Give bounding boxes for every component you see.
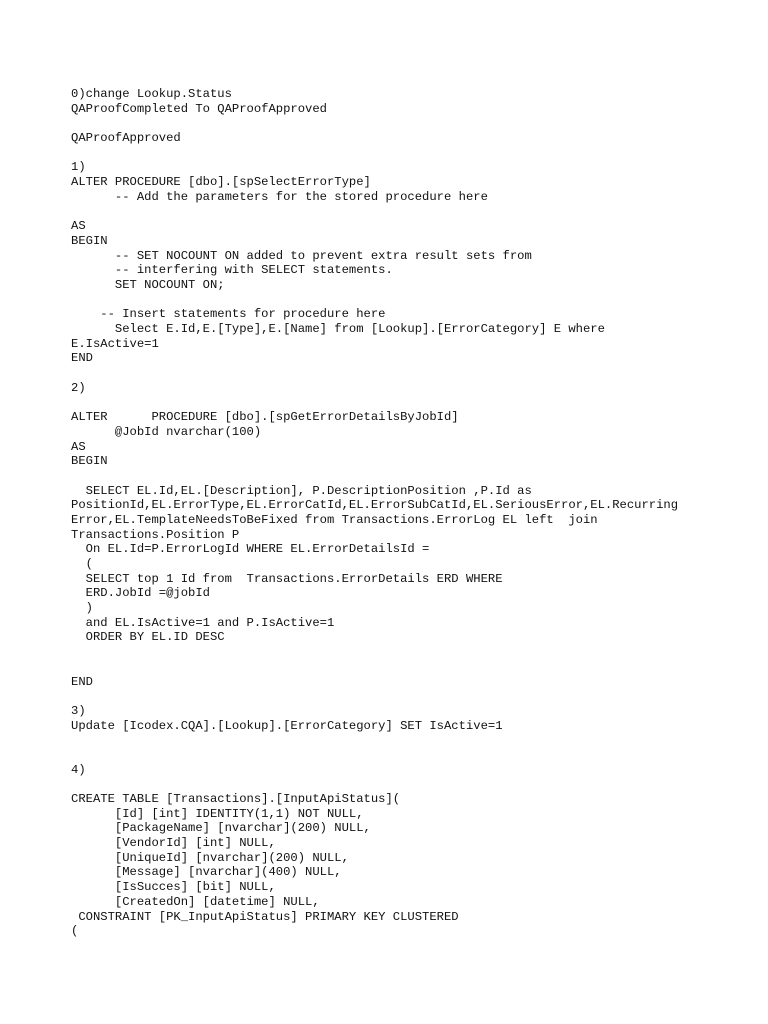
code-line: SET NOCOUNT ON; (71, 277, 225, 292)
code-line: [Id] [int] IDENTITY(1,1) NOT NULL, (71, 806, 364, 821)
code-line: 3) (71, 703, 86, 718)
code-line: QAProofCompleted To QAProofApproved (71, 101, 327, 116)
code-line (71, 645, 761, 660)
code-line: [Message] [nvarchar](400) NULL, (71, 865, 342, 880)
code-line (71, 293, 761, 308)
code-line: PositionId,EL.ErrorType,EL.ErrorCatId,EL.ErrorSubCatId,EL.SeriousError,EL.Recurring (71, 498, 679, 513)
code-line: ( (71, 557, 93, 571)
code-line: -- SET NOCOUNT ON added to prevent extra result sets from (71, 248, 532, 263)
code-line (71, 689, 761, 704)
code-line: and EL.IsActive=1 and P.IsActive=1 (71, 615, 335, 630)
code-line: CREATE TABLE [Transactions].[InputApiStatus]( (71, 792, 401, 806)
code-line: [VendorId] [int] NULL, (71, 836, 276, 851)
code-line: SELECT top 1 Id from Transactions.ErrorDetails ERD WHERE (71, 571, 503, 586)
code-line (71, 777, 761, 792)
code-line (71, 733, 761, 748)
code-line: BEGIN (71, 454, 108, 469)
code-line: [IsSucces] [bit] NULL, (71, 880, 276, 895)
code-line: END (71, 351, 93, 366)
code-line (71, 748, 761, 763)
code-line: END (71, 674, 93, 689)
code-line: Update [Icodex.CQA].[Lookup].[ErrorCategory] SET IsActive=1 (71, 718, 503, 733)
code-line: SELECT EL.Id,EL.[Description], P.DescriptionPosition ,P.Id as (71, 483, 532, 498)
code-line: AS (71, 219, 86, 234)
code-line: ALTER PROCEDURE [dbo].[spSelectErrorType] (71, 175, 371, 190)
code-line (71, 469, 761, 484)
code-line: ORDER BY EL.ID DESC (71, 630, 225, 645)
code-line: 4) (71, 762, 86, 777)
code-line: Error,EL.TemplateNeedsToBeFixed from Transactions.ErrorLog EL left join (71, 512, 598, 527)
code-line: [CreatedOn] [datetime] NULL, (71, 894, 320, 909)
code-line: 2) (71, 380, 86, 395)
sql-code-block (71, 87, 761, 939)
code-line: BEGIN (71, 233, 108, 248)
code-line: Transactions.Position P (71, 527, 240, 542)
code-line: ERD.JobId =@jobId (71, 586, 210, 601)
code-line: 0)change Lookup.Status (71, 87, 232, 101)
code-line (71, 660, 761, 675)
code-line (71, 395, 761, 410)
code-line: [UniqueId] [nvarchar](200) NULL, (71, 850, 349, 865)
code-line: [PackageName] [nvarchar](200) NULL, (71, 821, 371, 836)
code-line: ALTER PROCEDURE [dbo].[spGetErrorDetailsByJobId] (71, 410, 459, 425)
code-line: -- interfering with SELECT statements. (71, 263, 393, 278)
code-line: AS (71, 439, 86, 454)
code-line (71, 366, 761, 381)
code-line (71, 146, 761, 161)
code-line: -- Insert statements for procedure here (71, 307, 386, 322)
code-line: ) (71, 601, 93, 616)
code-line: Select E.Id,E.[Type],E.[Name] from [Lookup].[ErrorCategory] E where (71, 322, 605, 336)
code-line: 1) (71, 160, 86, 175)
code-line: E.IsActive=1 (71, 336, 159, 351)
code-line: CONSTRAINT [PK_InputApiStatus] PRIMARY KEY CLUSTERED (71, 909, 459, 924)
code-line (71, 116, 761, 131)
code-line (71, 205, 761, 220)
code-line: ( (71, 924, 79, 939)
code-line: QAProofApproved (71, 131, 181, 146)
code-line: On EL.Id=P.ErrorLogId WHERE EL.ErrorDetailsId = (71, 542, 430, 557)
code-line: -- Add the parameters for the stored procedure here (71, 189, 488, 204)
code-line: @JobId nvarchar(100) (71, 424, 262, 439)
